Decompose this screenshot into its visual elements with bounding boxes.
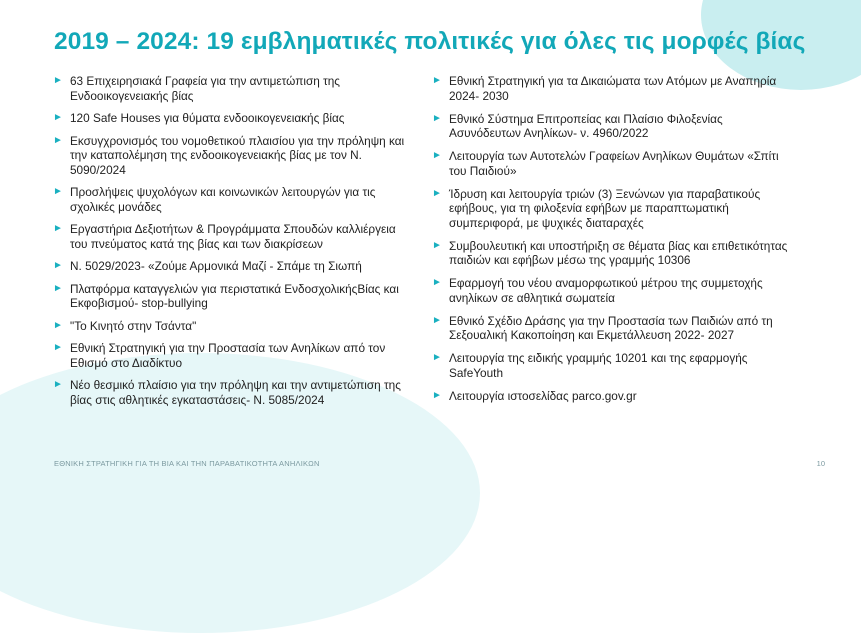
bullet-arrow-icon: ► — [432, 352, 442, 363]
bullet-arrow-icon: ► — [432, 75, 442, 86]
bullet-text: Νέο θεσμικό πλαίσιο για την πρόληψη και την αντιμετώπιση της βίας στις αθλητικές εγκαταστάσεις- Ν. 5085/2024 — [70, 378, 401, 407]
bullet-text: Ν. 5029/2023- «Ζούμε Αρμονικά Μαζί - Σπάμε τη Σιωπή — [70, 259, 362, 273]
bullet-arrow-icon: ► — [53, 75, 63, 86]
bullet-text: Πλατφόρμα καταγγελιών για περιστατικά ΕνδοσχολικήςΒίας και Εκφοβισμού- stop-bullying — [70, 281, 399, 310]
bullet-text: Εθνικό Σύστημα Επιτροπείας και Πλαίσιο Φιλοξενίας Ασυνόδευτων Ανηλίκων- ν. 4960/2022 — [449, 111, 723, 140]
bullet-item — [432, 389, 797, 404]
bullet-list-right — [432, 74, 797, 412]
bullet-arrow-icon: ► — [53, 282, 63, 294]
bullet-arrow-icon: ► — [53, 260, 63, 271]
bullet-text: Εφαρμογή του νέου αναμορφωτικού μέτρου της συμμετοχής ανηλίκων σε αθλητικά σωματεία — [449, 276, 763, 305]
bullet-item — [432, 276, 797, 305]
bullet-item — [432, 149, 797, 178]
bullet-text: Εθνική Στρατηγική για τα Δικαιώματα των Ατόμων με Αναπηρία 2024- 2030 — [449, 74, 777, 103]
bullet-arrow-icon: ► — [432, 314, 442, 326]
bullet-arrow-icon: ► — [432, 187, 442, 199]
bullet-text: 63 Επιχειρησιακά Γραφεία για την αντιμετώπιση της Ενδοοικογενειακής βίας — [70, 74, 340, 103]
bullet-list-left — [53, 74, 413, 415]
bullet-item — [53, 319, 413, 334]
bullet-text: Εθνικό Σχέδιο Δράσης για την Προστασία των Παιδιών από τη Σεξουαλική Κακοποίηση και Εκμετάλλευση 2022- 2027 — [449, 313, 773, 342]
bullet-item — [432, 239, 797, 268]
bullet-arrow-icon: ► — [53, 223, 63, 234]
bullet-item — [53, 134, 413, 178]
bullet-text: Εκσυγχρονισμός του νομοθετικού πλαισίου για την πρόληψη και την καταπολέμηση της ενδοοικογενειακής βίας με τον Ν. 5090/2024 — [70, 133, 405, 177]
bullet-text: Λειτουργία ιστοσελίδας parco.gov.gr — [449, 388, 637, 403]
bullet-text: Συμβουλευτική και υποστήριξη σε θέματα βίας και επιθετικότητας παιδιών και εφήβων μέσω της γραμμής 10306 — [449, 238, 788, 267]
bullet-arrow-icon: ► — [432, 277, 442, 288]
bullet-text: Ίδρυση και λειτουργία τριών (3) Ξενώνων για παραβατικούς εφήβους, για τη φιλοξενία εφήβων με παραπτωματική συμπεριφορά, με ψυχικές διαταραχές — [449, 186, 761, 230]
bullet-arrow-icon: ► — [53, 186, 63, 197]
bullet-text: "Το Κινητό στην Τσάντα" — [70, 318, 197, 333]
bullet-arrow-icon: ► — [53, 342, 63, 353]
bullet-arrow-icon: ► — [432, 150, 442, 161]
bullet-text: Εργαστήρια Δεξιοτήτων & Προγράμματα Σπουδών καλλιέργεια του πνεύματος κατά της βίας και των διακρίσεων — [70, 222, 396, 251]
bullet-item — [432, 112, 797, 141]
slide-footer: ΕΘΝΙΚΗ ΣΤΡΑΤΗΓΙΚΗ ΓΙΑ ΤΗ ΒΙΑ ΚΑΙ ΤΗΝ ΠΑΡΑΒΑΤΙΚΟΤΗΤΑ ΑΝΗΛΙΚΩΝ — [54, 459, 320, 468]
slide-title: 2019 – 2024: 19 εμβληματικές πολιτικές για όλες τις μορφές βίας — [54, 28, 806, 55]
bullet-item — [53, 378, 413, 407]
bullet-item — [53, 341, 413, 370]
bullet-item — [432, 74, 797, 103]
bullet-item — [53, 282, 413, 311]
bullet-arrow-icon: ► — [432, 112, 442, 124]
bullet-text: Προσλήψεις ψυχολόγων και κοινωνικών λειτουργών για τις σχολικές μονάδες — [70, 185, 376, 214]
bullet-item — [53, 74, 413, 103]
bullet-item — [432, 187, 797, 231]
bullet-arrow-icon: ► — [432, 389, 442, 401]
bullet-item — [53, 111, 413, 126]
bullet-text: Εθνική Στρατηγική για την Προστασία των Ανηλίκων από τον Εθισμό στο Διαδίκτυο — [70, 341, 386, 370]
bullet-item — [53, 259, 413, 274]
bullet-text: Λειτουργία των Αυτοτελών Γραφείων Ανηλίκων Θυμάτων «Σπίτι του Παιδιού» — [449, 149, 779, 178]
page-number: 10 — [816, 459, 825, 468]
bullet-item — [53, 222, 413, 251]
bullet-arrow-icon: ► — [53, 319, 63, 331]
bullet-item — [432, 351, 797, 380]
bullet-arrow-icon: ► — [53, 134, 63, 146]
bullet-item — [432, 314, 797, 343]
bullet-text: 120 Safe Houses για θύματα ενδοοικογενειακής βίας — [70, 111, 345, 125]
bullet-arrow-icon: ► — [53, 379, 63, 390]
bullet-item — [53, 185, 413, 214]
bullet-text: Λειτουργία της ειδικής γραμμής 10201 και της εφαρμογής SafeYouth — [449, 351, 748, 380]
bullet-arrow-icon: ► — [53, 112, 63, 123]
bullet-arrow-icon: ► — [432, 239, 442, 251]
